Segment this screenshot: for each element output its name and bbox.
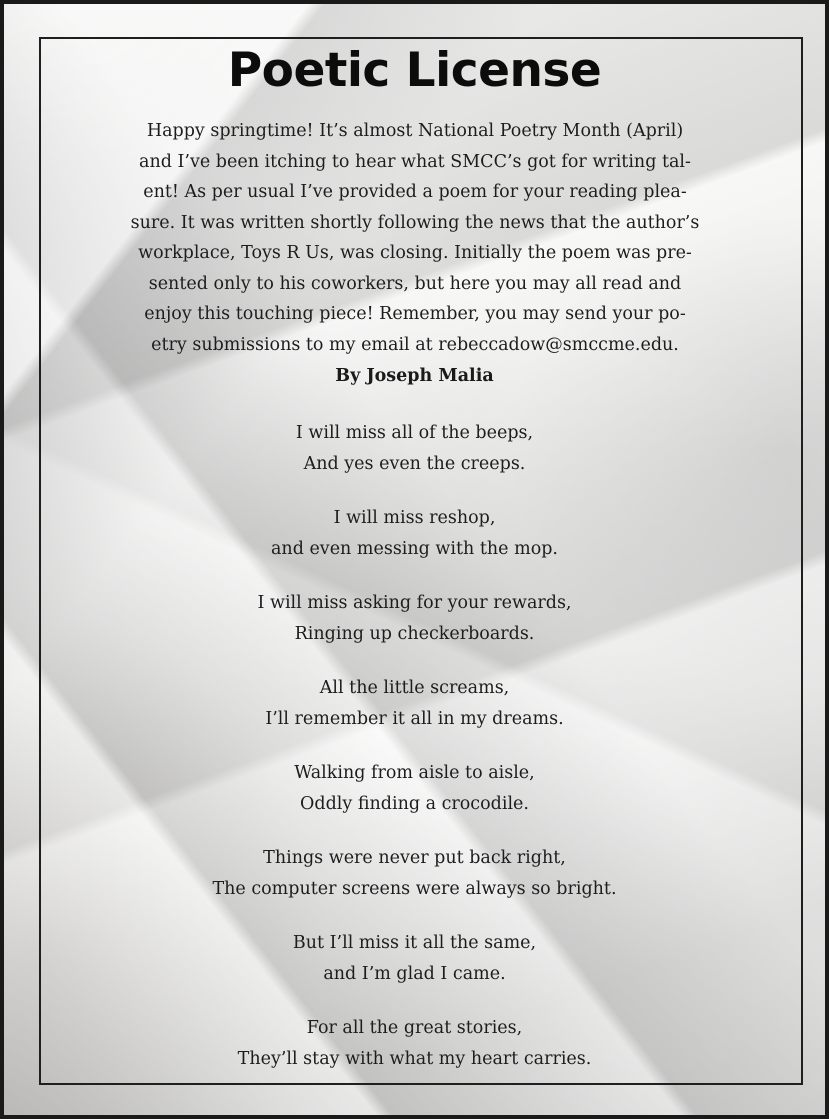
author-byline: By Joseph Malia: [335, 366, 494, 386]
intro-line: workplace, Toys R Us, was closing. Initially the poem was pre-: [138, 243, 692, 263]
poem-stanza: [0, 843, 829, 904]
poem-line: Things were never put back right,: [263, 848, 566, 868]
poem-line: They’ll stay with what my heart carries.: [237, 1048, 592, 1069]
intro-line: etry submissions to my email at rebeccadow@smccme.edu.: [151, 334, 679, 355]
poem-stanza: [0, 1013, 829, 1074]
page-title: Poetic License: [227, 43, 602, 98]
poem-line: I will miss all of the beeps,: [295, 423, 534, 443]
poem-line: Oddly finding a crocodile.: [300, 793, 529, 814]
poem-line: The computer screens were always so bright.: [212, 878, 617, 899]
poem: [0, 418, 829, 1098]
poem-line: I will miss asking for your rewards,: [257, 593, 572, 613]
intro-line: ent! As per usual I’ve provided a poem for your reading plea-: [143, 182, 687, 202]
poem-line: and even messing with the mop.: [270, 538, 558, 559]
poem-line: Ringing up checkerboards.: [294, 623, 535, 644]
poem-stanza: [0, 418, 829, 479]
poem-line: For all the great stories,: [306, 1018, 523, 1038]
poem-line: Walking from aisle to aisle,: [294, 763, 535, 783]
poem-line: All the little screams,: [319, 678, 510, 698]
poem-line: and I’m glad I came.: [323, 963, 506, 984]
intro-line: and I’ve been itching to hear what SMCC’s got for writing tal-: [139, 151, 691, 172]
poem-line: And yes even the creeps.: [303, 453, 526, 474]
intro-line: sented only to his coworkers, but here you may all read and: [148, 273, 682, 294]
poem-stanza: [0, 928, 829, 989]
intro-paragraph: [80, 116, 750, 360]
poem-line: I’ll remember it all in my dreams.: [265, 708, 564, 729]
intro-line: Happy springtime! It’s almost National Poetry Month (April): [146, 121, 684, 141]
poem-stanza: [0, 673, 829, 734]
poem-line: I will miss reshop,: [333, 508, 496, 528]
poem-stanza: [0, 503, 829, 564]
intro-line: enjoy this touching piece! Remember, you may send your po-: [144, 304, 686, 324]
intro-line: sure. It was written shortly following the news that the author’s: [130, 212, 700, 233]
poem-line: But I’ll miss it all the same,: [292, 933, 537, 953]
poem-stanza: [0, 758, 829, 819]
poem-stanza: [0, 588, 829, 649]
